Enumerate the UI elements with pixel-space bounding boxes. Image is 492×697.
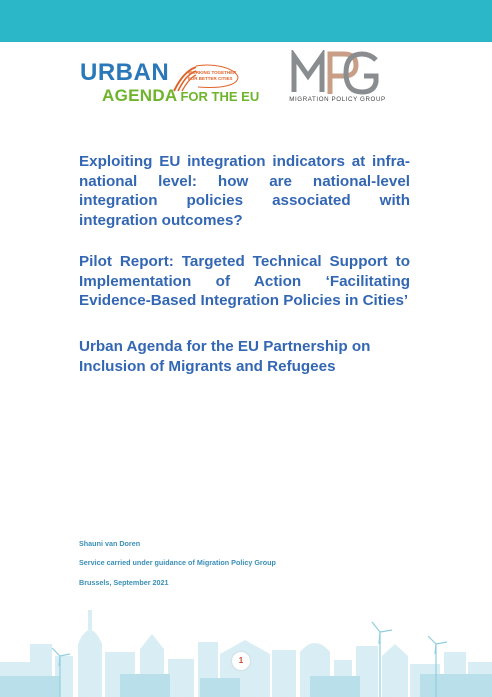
for-the-eu-logo-word: FOR THE EU: [180, 89, 260, 104]
urban-agenda-logo: [80, 59, 260, 110]
mpg-mark-icon: [290, 50, 382, 96]
agenda-logo-line: [102, 87, 259, 106]
agenda-logo-word: AGENDA: [102, 86, 178, 105]
mpg-logo: [280, 44, 395, 110]
service-note: Service carried under guidance of Migration Policy Group: [79, 558, 276, 567]
logo-tagline-line2: FOR BETTER CITIES: [188, 76, 233, 81]
author-name: Shauni van Doren: [79, 539, 141, 548]
partnership-title: Urban Agenda for the EU Partnership on Inclusion of Migrants and Refugees: [79, 338, 371, 375]
city-skyline-illustration: [0, 604, 492, 697]
report-main-title: Exploiting EU integration indicators at infra-national level: how are national-level integration policies associated with integration outcomes?: [79, 153, 410, 229]
logo-tagline-line1: WORKING TOGETHER: [188, 70, 237, 75]
pilot-report-title: Pilot Report: Targeted Technical Support to Implementation of Action ‘Facilitating Evidence-Based Integration Policies in Cities’: [79, 253, 410, 309]
urban-logo-word: URBAN: [80, 59, 170, 86]
top-color-bar: [0, 0, 492, 42]
page-number-badge: 1: [232, 652, 250, 670]
mpg-logo-name: MIGRATION POLICY GROUP: [289, 96, 386, 103]
place-date: Brussels, September 2021: [79, 578, 169, 587]
